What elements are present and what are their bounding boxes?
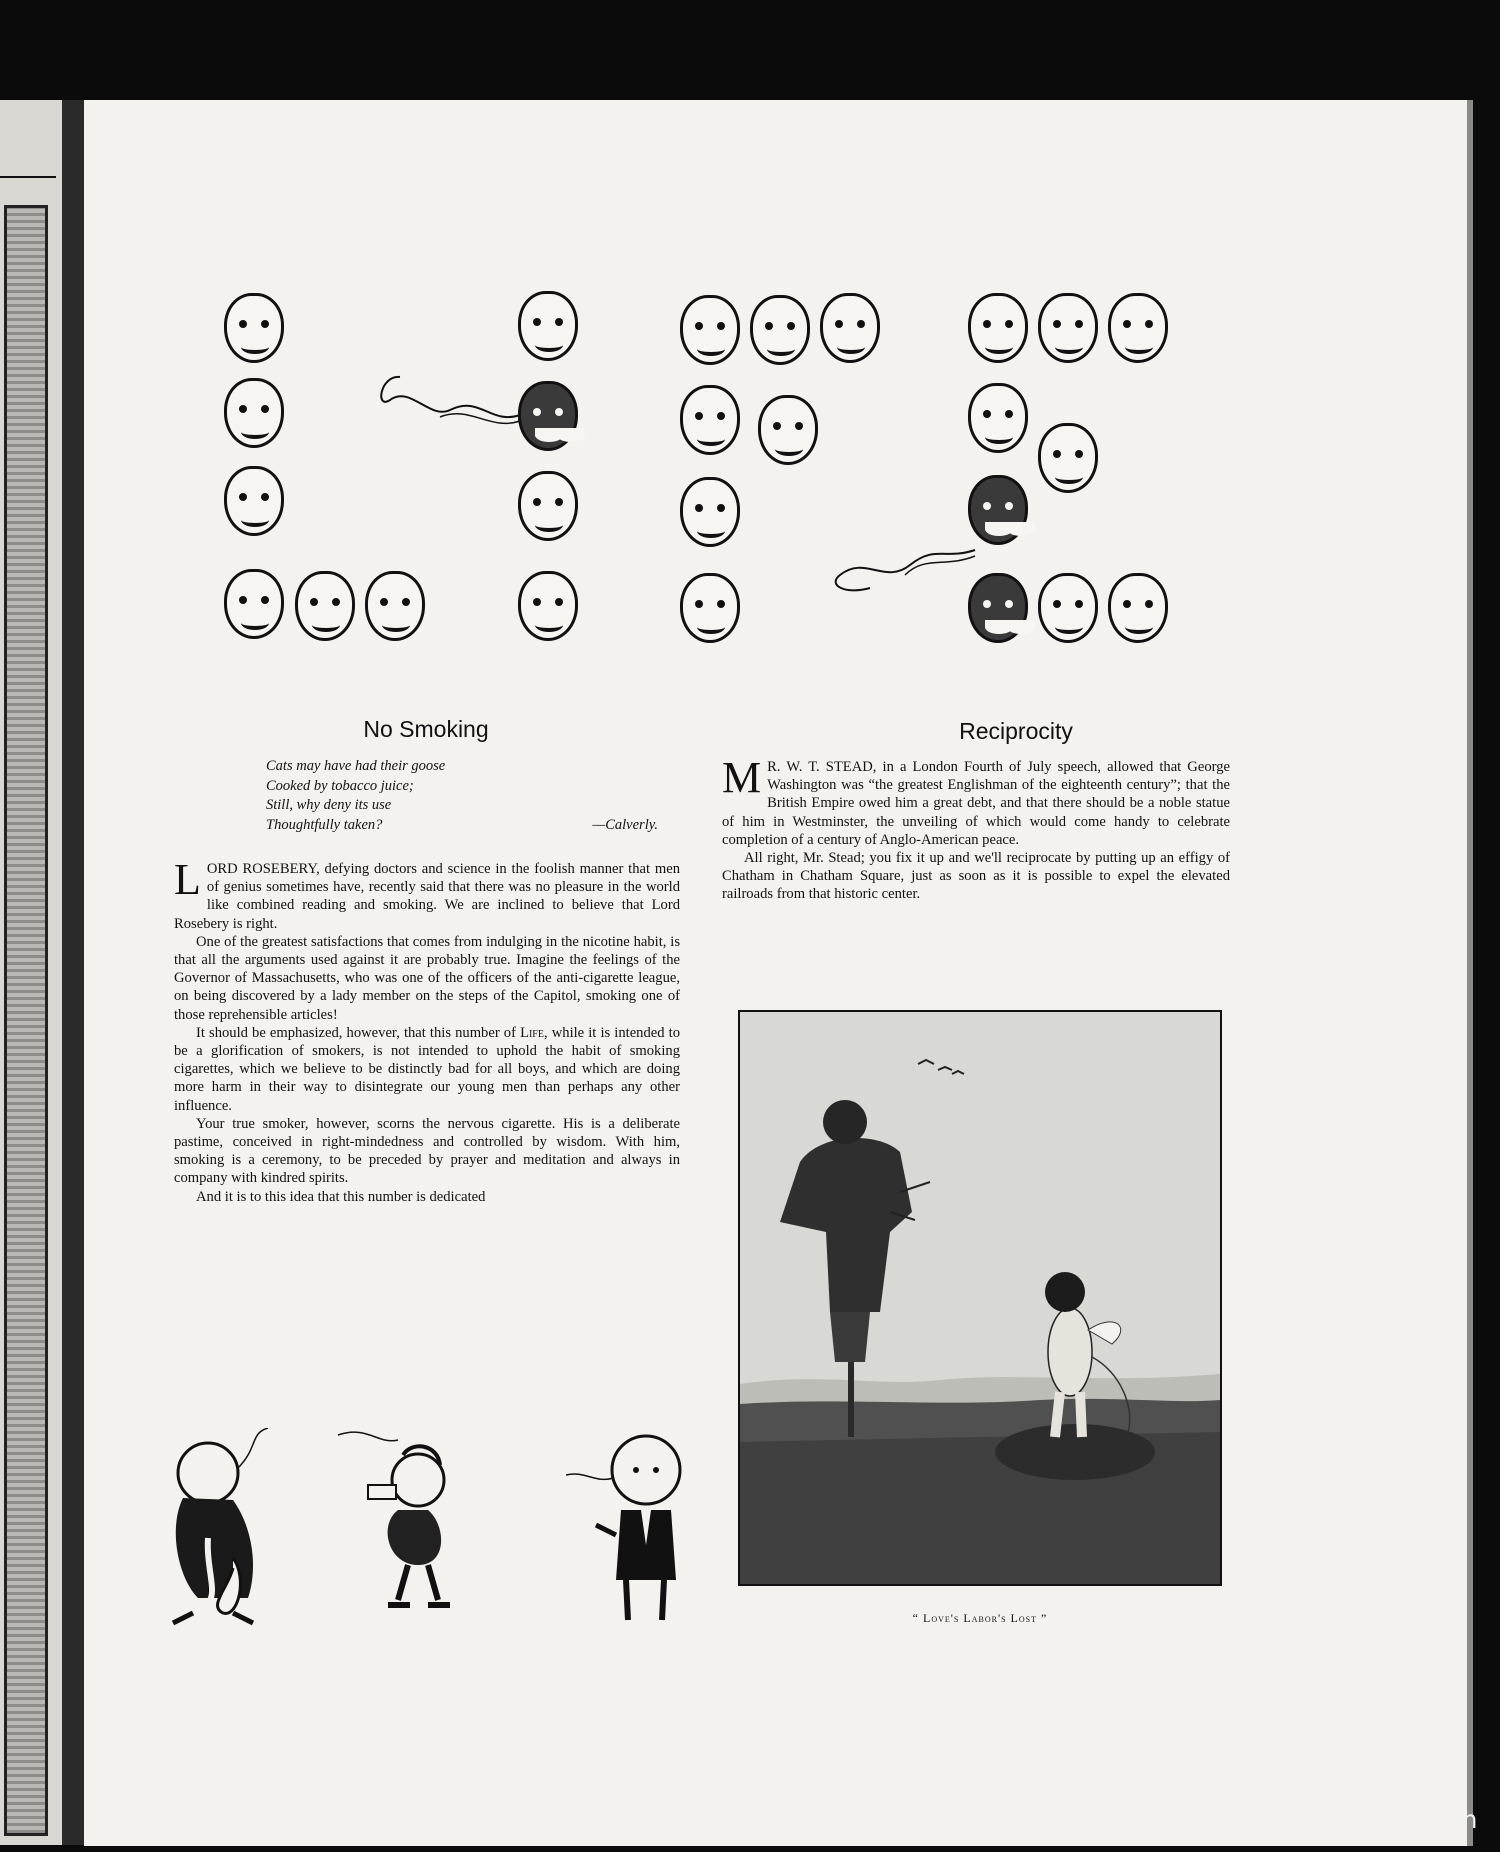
masthead-face <box>1038 573 1098 643</box>
book-spine <box>62 100 84 1845</box>
masthead-face <box>968 383 1028 453</box>
masthead-face <box>518 471 578 541</box>
cartoon-pipe-smoker-old-man <box>138 1428 293 1633</box>
drop-cap: M <box>722 753 762 802</box>
life-magazine-name: Life <box>520 1024 544 1041</box>
masthead-face <box>295 571 355 641</box>
masthead-face <box>968 293 1028 363</box>
article-paragraph <box>174 855 680 933</box>
cartoon-cigarette-smoker-boy <box>566 1415 706 1630</box>
masthead-face <box>680 385 740 455</box>
scarecrow-cupid-drawing <box>740 1012 1220 1584</box>
illustration-scarecrow-cupid <box>738 1010 1222 1586</box>
masthead-face <box>518 571 578 641</box>
left-page-illustration-frame <box>4 205 48 1836</box>
illustration-caption: “ Love's Labor's Lost ” <box>912 1611 1048 1625</box>
drop-cap: L <box>174 855 201 904</box>
smoke-wisp-icon <box>370 365 530 435</box>
masthead-face <box>680 477 740 547</box>
masthead-face <box>518 291 578 361</box>
article-paragraph: All right, Mr. Stead; you fix it up and we'll reciprocate by putting up an effigy of Chatham in Chatham Square, just as soon as it is possible to expel the elevated railroads from that historic center. <box>722 850 1230 903</box>
masthead-face <box>750 295 810 365</box>
masthead-face <box>680 573 740 643</box>
article-title-reciprocity: Reciprocity <box>959 718 1073 744</box>
verse-line: Thoughtfully taken? <box>266 816 383 833</box>
masthead-face <box>224 293 284 363</box>
article-title-no-smoking: No Smoking <box>363 716 489 742</box>
site-watermark: comicbooks.com <box>1261 1805 1478 1834</box>
masthead-face <box>758 395 818 465</box>
masthead-face <box>820 293 880 363</box>
left-page-rule <box>0 176 56 178</box>
masthead-face <box>1108 573 1168 643</box>
article-body-reciprocity <box>722 753 1230 904</box>
masthead-face <box>1108 293 1168 363</box>
cartoon-pipe-smoker-scruffy-man <box>328 1425 478 1615</box>
masthead-face <box>224 569 284 639</box>
left-page-edge <box>0 100 62 1845</box>
masthead-face <box>365 571 425 641</box>
verse-line: Still, why deny its use <box>266 797 392 813</box>
paragraph-text: , while it is intended to be a glorification of smokers, is not intended to uphold the habit of smoking cigarettes, which we believe to be distinctly bad for all boys, and which are doing more harm in their way to disintegrate our young men than perhaps any other influence. <box>174 1024 680 1114</box>
article-paragraph: One of the greatest satisfactions that comes from indulging in the nicotine habit, is that all the arguments used against it are probably true. Imagine the feelings of the Governor of Massachusetts, who was one of the officers of the anti-cigarette league, on being discovered by a lady member on the steps of the Capitol, smoking one of those reprehensible articles! <box>174 933 680 1023</box>
article-paragraph <box>722 753 1230 849</box>
paragraph-text: R. W. T. STEAD, in a London Fourth of July speech, allowed that George Washington was “the greatest Englishman of the eighteenth century”; that the British Empire owed him a great debt, and that there should be a noble statue of him in Westminster, the unveiling of which would come handy to celebrate completion of a century of Anglo-American peace. <box>722 759 1230 848</box>
life-masthead-logo <box>210 285 1190 660</box>
article-paragraph: And it is to this idea that this number is dedicated <box>196 1188 486 1205</box>
verse-attribution: —Calverly. <box>592 817 658 833</box>
verse-line: Cooked by tobacco juice; <box>266 777 414 794</box>
article-paragraph: Your true smoker, however, scorns the nervous cigarette. His is a deliberate pastime, conceived in right-mindedness and controlled by wisdom. With him, smoking is a ceremony, to be preceded by prayer and meditation and always in company with kindred spirits. <box>174 1115 680 1187</box>
smoke-wisp-icon <box>825 540 985 600</box>
masthead-face <box>968 475 1028 545</box>
paragraph-text: It should be emphasized, however, that this number of <box>196 1024 516 1041</box>
masthead-face <box>224 466 284 536</box>
article-body-no-smoking <box>174 855 680 1206</box>
article-paragraph <box>174 1024 680 1115</box>
masthead-face <box>1038 423 1098 493</box>
paragraph-text: ORD ROSEBERY, defying doctors and science in the foolish manner that men of genius sometimes have, recently said that there was no pleasure in the world like combined reading and smoking. We are inclined to believe that Lord Rosebery is right. <box>174 861 680 932</box>
masthead-face <box>224 378 284 448</box>
masthead-face <box>680 295 740 365</box>
page-edge-shadow <box>1467 100 1473 1846</box>
verse-line: Cats may have had their goose <box>266 758 446 774</box>
verse-block <box>266 757 666 835</box>
masthead-face <box>1038 293 1098 363</box>
